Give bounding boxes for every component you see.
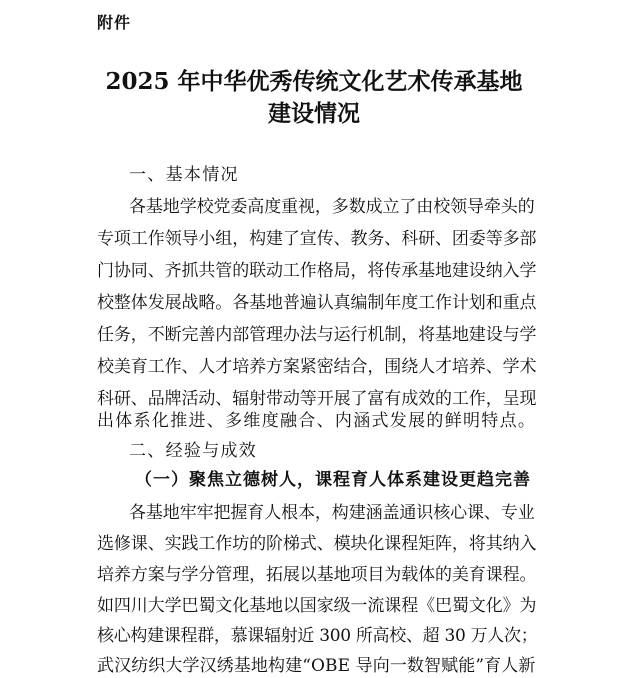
paragraph-line: 武汉纺织大学汉绣基地构建“OBE 导向一数智赋能”育人新	[97, 656, 536, 676]
paragraph-line: 培养方案与学分管理，拓展以基地项目为载体的美育课程。	[97, 565, 537, 585]
paragraph-line: 专项工作领导小组，构建了宣传、教务、科研、团委等多部	[97, 229, 537, 249]
paragraph-line: 核心构建课程群，慕课辐射近 300 所高校、超 30 万人次；	[97, 626, 538, 646]
paragraph-line: 科研、品牌活动、辐射带动等开展了富有成效的工作，呈现	[97, 389, 537, 409]
subsection-heading-1: （一）聚焦立德树人，课程育人体系建设更趋完善	[135, 470, 531, 490]
attachment-label: 附件	[97, 13, 132, 32]
paragraph-line: 校美育工作、人才培养方案紧密结合，围绕人才培养、学术	[97, 357, 537, 377]
paragraph-line: 如四川大学巴蜀文化基地以国家级一流课程《巴蜀文化》为	[97, 596, 537, 616]
paragraph-line: 各基地牢牢把握育人根本，构建涵盖通识核心课、专业	[129, 503, 535, 523]
document-title-line-2: 建设情况	[268, 100, 360, 127]
paragraph-line: 校整体发展战略。各基地普遍认真编制年度工作计划和重点	[97, 293, 537, 313]
paragraph-line: 任务，不断完善内部管理办法与运行机制，将基地建设与学	[97, 325, 537, 345]
section-heading-experience-results: 二、经验与成效	[129, 441, 258, 461]
paragraph-line: 选修课、实践工作坊的阶梯式、模块化课程矩阵，将其纳入	[97, 534, 537, 554]
document-title-line-1: 2025 年中华优秀传统文化艺术传承基地	[105, 68, 523, 95]
section-heading-basic-situation: 一、基本情况	[129, 165, 239, 185]
paragraph-line: 出体系化推进、多维度融合、内涵式发展的鲜明特点。	[97, 411, 537, 431]
paragraph-line: 门协同、齐抓共管的联动工作格局，将传承基地建设纳入学	[97, 261, 537, 281]
paragraph-line: 各基地学校党委高度重视，多数成立了由校领导牵头的	[129, 197, 535, 217]
